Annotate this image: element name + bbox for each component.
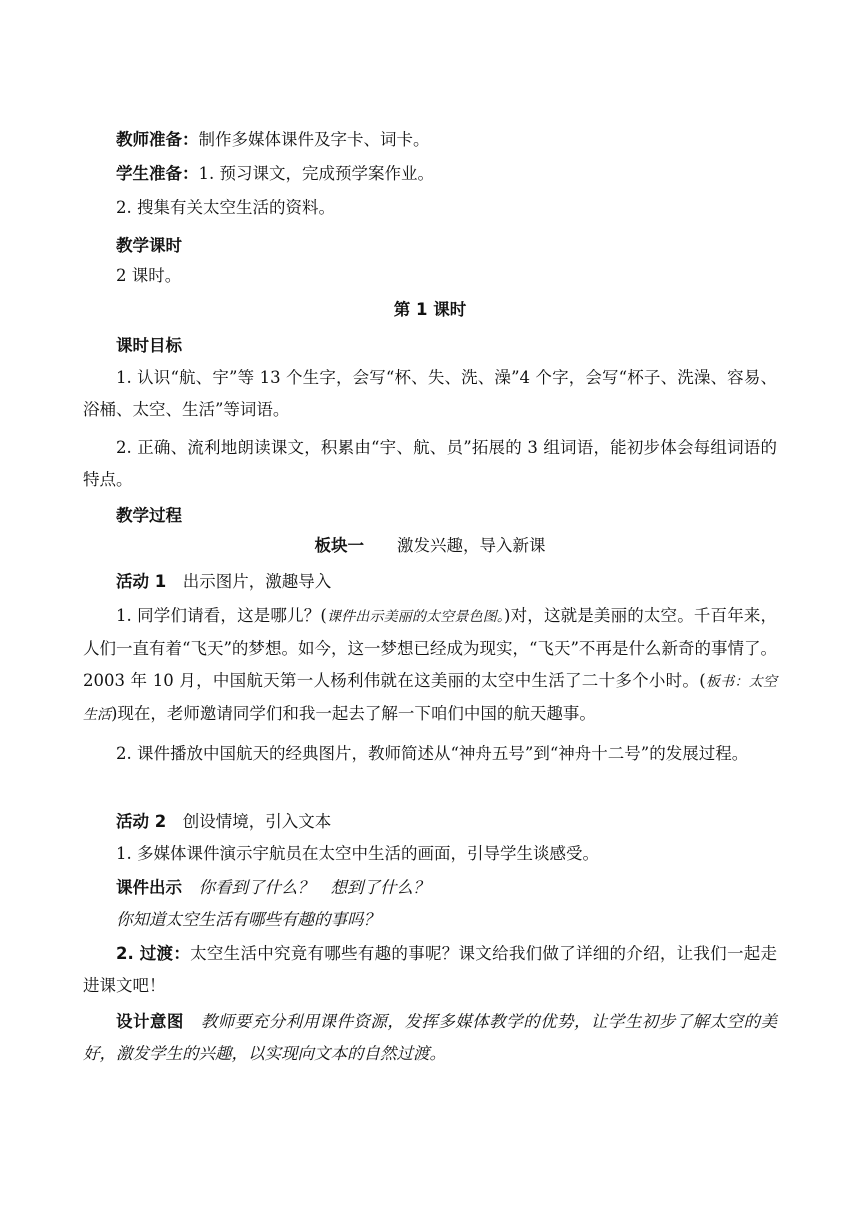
objectives-heading: 课时目标	[116, 336, 182, 355]
activity2-p2	[83, 938, 777, 1002]
activity2-text: 创设情境，引入文本	[182, 812, 332, 831]
teacher-prep-label: 教师准备：	[116, 130, 199, 149]
activity1-p1-a: 1. 同学们请看，这是哪儿？(	[116, 606, 327, 625]
teaching-hours-text: 2 课时。	[116, 266, 182, 285]
courseware-q2: 你知道太空生活有哪些有趣的事吗？	[116, 910, 380, 929]
objective-2: 2. 正确、流利地朗读课文，积累由“宇、航、员”拓展的 3 组词语，能初步体会每组词语的特点。	[83, 438, 777, 489]
block1-label: 板块一	[314, 536, 364, 555]
teacher-prep	[83, 124, 777, 156]
activity1-text: 出示图片，激趣导入	[182, 572, 332, 591]
activity1-title	[83, 566, 777, 598]
activity2-label: 活动 2	[116, 812, 167, 831]
activity2-p2-label: 2. 过渡：	[116, 944, 191, 963]
activity1-p1-c: )现在，老师邀请同学们和我一起去了解一下咱们中国的航天趣事。	[111, 704, 596, 723]
activity2-title	[83, 806, 777, 838]
design-intent	[83, 1006, 777, 1070]
courseware-q1: 你看到了什么？ 想到了什么？	[198, 878, 430, 897]
design-intent-label: 设计意图	[116, 1012, 184, 1031]
student-prep-label: 学生准备：	[116, 164, 199, 183]
activity1-p2: 2. 课件播放中国航天的经典图片，教师简述从“神舟五号”到“神舟十二号”的发展过程。	[116, 744, 749, 763]
activity1-p1-note: 课件出示美丽的太空景色图。	[326, 609, 505, 625]
activity2-p2-text: 太空生活中究竟有哪些有趣的事呢？课文给我们做了详细的介绍，让我们一起走进课文吧！	[83, 944, 778, 995]
design-intent-text: 教师要充分利用课件资源，发挥多媒体教学的优势，让学生初步了解太空的美好，激发学生的兴趣，以实现向文本的自然过渡。	[83, 1012, 778, 1063]
student-prep	[83, 158, 777, 190]
courseware-label: 课件出示	[116, 878, 182, 897]
student-prep-item2: 2. 搜集有关太空生活的资料。	[116, 198, 335, 217]
activity2-p1: 1. 多媒体课件演示宇航员在太空中生活的画面，引导学生谈感受。	[116, 844, 599, 863]
lesson-title: 第 1 课时	[393, 300, 467, 319]
activity1-label: 活动 1	[116, 572, 167, 591]
teaching-hours-heading: 教学课时	[116, 236, 182, 255]
activity1-p1	[83, 600, 777, 731]
student-prep-item1: 1. 预习课文，完成预学案作业。	[198, 164, 434, 183]
objective-1: 1. 认识“航、宇”等 13 个生字，会写“杯、失、洗、澡”4 个字，会写“杯子、洗澡、容易、浴桶、太空、生活”等词语。	[83, 368, 777, 419]
block1-title	[83, 532, 777, 556]
teacher-prep-text: 制作多媒体课件及字卡、词卡。	[198, 130, 430, 149]
activity1-p1-note2: 板书：太空生活	[83, 674, 777, 723]
activity1-p1-b: )对，这就是美丽的太空。千百年来，人们一直有着“飞天”的梦想。如今，这一梦想已经成为现实，“飞天”不再是什么新奇的事情了。2003 年 10 月，中国航天第一人杨利伟就在这美丽的太空中生活了二十多个小时。(	[83, 606, 778, 690]
block1-text: 激发兴趣，导入新课	[397, 536, 546, 555]
courseware	[83, 872, 777, 904]
process-heading: 教学过程	[116, 506, 182, 525]
